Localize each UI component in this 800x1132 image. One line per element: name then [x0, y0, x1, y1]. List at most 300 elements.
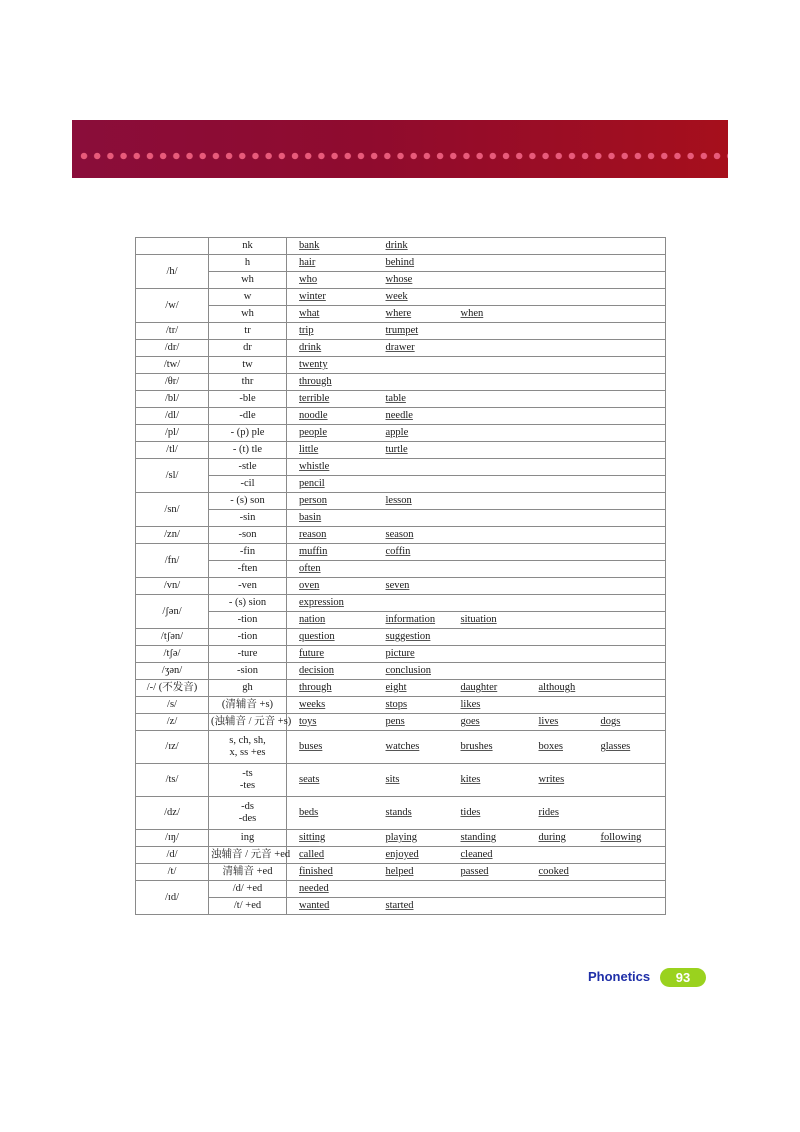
example-word: rides	[538, 807, 559, 818]
example-word-cell	[589, 663, 666, 680]
table-row	[136, 731, 666, 764]
example-word: when	[460, 308, 484, 319]
example-word-cell	[374, 629, 449, 646]
example-word-cell	[287, 714, 374, 731]
example-word-cell	[527, 510, 589, 527]
example-word: behind	[385, 257, 415, 268]
spelling-pattern-cell: 清辅音 +ed	[209, 864, 287, 881]
example-word-cell	[287, 391, 374, 408]
example-word-cell	[589, 714, 666, 731]
ipa-symbol-cell: /dr/	[136, 340, 209, 357]
example-word: seven	[385, 580, 410, 591]
example-word: season	[385, 529, 414, 540]
ipa-symbol-cell: /tʃə/	[136, 646, 209, 663]
table-row	[136, 374, 666, 391]
spelling-pattern-cell: -tion	[209, 629, 287, 646]
example-word-cell	[449, 289, 527, 306]
example-word-cell	[527, 629, 589, 646]
example-word-cell	[449, 595, 527, 612]
table-row	[136, 663, 666, 680]
example-word: oven	[299, 580, 320, 591]
example-word: dogs	[600, 716, 621, 727]
ipa-symbol-cell: /w/	[136, 289, 209, 323]
example-word-cell	[589, 595, 666, 612]
example-word-cell	[374, 289, 449, 306]
ipa-symbol-cell: /ɪd/	[136, 881, 209, 915]
spelling-pattern-cell: (浊辅音 / 元音 +s)	[209, 714, 287, 731]
example-word-cell	[589, 255, 666, 272]
example-word-cell	[449, 830, 527, 847]
example-word-cell	[589, 374, 666, 391]
example-word-cell	[374, 340, 449, 357]
example-word-cell	[449, 493, 527, 510]
example-word-cell	[527, 527, 589, 544]
example-word-cell	[527, 340, 589, 357]
example-word: started	[385, 900, 414, 911]
example-word-cell	[527, 493, 589, 510]
example-word-cell	[527, 561, 589, 578]
example-word-cell	[287, 476, 374, 493]
ipa-symbol-cell: /tr/	[136, 323, 209, 340]
example-word-cell	[374, 459, 449, 476]
spelling-pattern-cell: -ven	[209, 578, 287, 595]
spelling-pattern-cell: w	[209, 289, 287, 306]
example-word-cell	[449, 425, 527, 442]
table-row	[136, 459, 666, 476]
example-word-cell	[287, 612, 374, 629]
example-word-cell	[374, 864, 449, 881]
example-word-cell	[589, 289, 666, 306]
example-word-cell	[374, 272, 449, 289]
example-word: stops	[385, 699, 408, 710]
example-word-cell	[287, 561, 374, 578]
example-word: tides	[460, 807, 481, 818]
spelling-line: s, ch, sh,	[229, 735, 266, 746]
example-word-cell	[589, 510, 666, 527]
example-word: sits	[385, 774, 400, 785]
example-word-cell	[449, 680, 527, 697]
example-word-cell	[449, 561, 527, 578]
example-word-cell	[589, 425, 666, 442]
ipa-symbol-cell: /pl/	[136, 425, 209, 442]
example-word-cell	[527, 714, 589, 731]
example-word-cell	[287, 374, 374, 391]
spelling-pattern-cell: /d/ +ed	[209, 881, 287, 898]
example-word-cell	[589, 578, 666, 595]
example-word: standing	[460, 832, 497, 843]
table-row	[136, 306, 666, 323]
example-word: bank	[299, 240, 320, 251]
table-row	[136, 646, 666, 663]
example-word-cell	[527, 442, 589, 459]
banner-dot-row	[80, 152, 728, 160]
ipa-symbol-cell: /dz/	[136, 797, 209, 830]
example-word-cell	[527, 255, 589, 272]
example-word-cell	[589, 797, 666, 830]
example-word: basin	[299, 512, 322, 523]
page-number-badge: 93	[660, 968, 706, 987]
example-word: apple	[385, 427, 409, 438]
ipa-symbol-cell: /s/	[136, 697, 209, 714]
page-footer	[588, 967, 718, 989]
example-word: week	[385, 291, 408, 302]
example-word-cell	[449, 238, 527, 255]
example-word-cell	[589, 272, 666, 289]
table-row	[136, 323, 666, 340]
example-word: little	[299, 444, 319, 455]
example-word: table	[385, 393, 406, 404]
example-word: twenty	[299, 359, 328, 370]
example-word-cell	[449, 442, 527, 459]
example-word-cell	[374, 527, 449, 544]
example-word-cell	[527, 697, 589, 714]
example-word-cell	[527, 289, 589, 306]
example-word-cell	[287, 544, 374, 561]
example-word: sitting	[299, 832, 326, 843]
example-word-cell	[449, 764, 527, 797]
example-word: boxes	[538, 741, 563, 752]
example-word-cell	[589, 898, 666, 915]
example-word-cell	[374, 306, 449, 323]
example-word-cell	[287, 595, 374, 612]
example-word-cell	[589, 697, 666, 714]
example-word-cell	[287, 340, 374, 357]
example-word-cell	[374, 731, 449, 764]
spelling-pattern-cell: tw	[209, 357, 287, 374]
example-word-cell	[374, 255, 449, 272]
example-word-cell	[589, 612, 666, 629]
spelling-pattern-cell: -ture	[209, 646, 287, 663]
example-word: weeks	[299, 699, 326, 710]
example-word: called	[299, 849, 325, 860]
ipa-symbol-cell: /tl/	[136, 442, 209, 459]
example-word: toys	[299, 716, 317, 727]
table-row	[136, 510, 666, 527]
example-word: cooked	[538, 866, 569, 877]
example-word-cell	[527, 425, 589, 442]
example-word-cell	[449, 272, 527, 289]
example-word: coffin	[385, 546, 411, 557]
example-word-cell	[374, 714, 449, 731]
table-row	[136, 272, 666, 289]
example-word-cell	[449, 510, 527, 527]
example-word: trip	[299, 325, 314, 336]
example-word: needle	[385, 410, 413, 421]
example-word: whose	[385, 274, 413, 285]
example-word-cell	[287, 881, 374, 898]
table-row	[136, 357, 666, 374]
example-word: although	[538, 682, 576, 693]
example-word-cell	[527, 847, 589, 864]
example-word-cell	[589, 544, 666, 561]
example-word-cell	[287, 459, 374, 476]
example-word: trumpet	[385, 325, 419, 336]
example-word-cell	[527, 646, 589, 663]
example-word: likes	[460, 699, 481, 710]
spelling-pattern-cell: -sin	[209, 510, 287, 527]
example-word-cell	[287, 680, 374, 697]
example-word-cell	[287, 898, 374, 915]
example-word-cell	[449, 459, 527, 476]
example-word-cell	[449, 544, 527, 561]
example-word-cell	[449, 881, 527, 898]
example-word-cell	[527, 731, 589, 764]
example-word-cell	[449, 714, 527, 731]
example-word-cell	[589, 493, 666, 510]
example-word-cell	[374, 561, 449, 578]
example-word-cell	[589, 408, 666, 425]
spelling-pattern-cell: wh	[209, 306, 287, 323]
example-word: following	[600, 832, 642, 843]
example-word-cell	[374, 544, 449, 561]
example-word-cell	[449, 476, 527, 493]
table-row	[136, 527, 666, 544]
example-word-cell	[449, 663, 527, 680]
example-word-cell	[589, 476, 666, 493]
spelling-pattern-cell: (清辅音 +s)	[209, 697, 287, 714]
spelling-pattern-cell: -stle	[209, 459, 287, 476]
example-word-cell	[527, 680, 589, 697]
example-word-cell	[527, 797, 589, 830]
ipa-symbol-cell: /sl/	[136, 459, 209, 493]
example-word: person	[299, 495, 327, 506]
example-word-cell	[374, 646, 449, 663]
spelling-pattern-cell: -ften	[209, 561, 287, 578]
example-word-cell	[589, 731, 666, 764]
example-word-cell	[589, 238, 666, 255]
example-word-cell	[287, 408, 374, 425]
example-word-cell	[589, 340, 666, 357]
example-word: through	[299, 682, 332, 693]
example-word-cell	[287, 847, 374, 864]
ipa-symbol-cell: /bl/	[136, 391, 209, 408]
example-word: buses	[299, 741, 323, 752]
table-row	[136, 680, 666, 697]
example-word: information	[385, 614, 436, 625]
example-word: lives	[538, 716, 559, 727]
example-word-cell	[287, 306, 374, 323]
example-word-cell	[449, 374, 527, 391]
example-word-cell	[374, 238, 449, 255]
ipa-symbol-cell: /ʃən/	[136, 595, 209, 629]
example-word-cell	[589, 864, 666, 881]
example-word-cell	[449, 527, 527, 544]
spelling-pattern-cell: -fin	[209, 544, 287, 561]
table-row	[136, 408, 666, 425]
spelling-pattern-cell	[209, 764, 287, 797]
example-word: pencil	[299, 478, 325, 489]
example-word-cell	[527, 272, 589, 289]
example-word-cell	[589, 306, 666, 323]
example-word-cell	[374, 493, 449, 510]
table-row	[136, 289, 666, 306]
example-word-cell	[287, 578, 374, 595]
example-word-cell	[527, 306, 589, 323]
example-word-cell	[287, 357, 374, 374]
example-word-cell	[527, 238, 589, 255]
spelling-pattern-cell: - (s) son	[209, 493, 287, 510]
phonetics-table	[135, 237, 666, 915]
example-word-cell	[449, 306, 527, 323]
example-word-cell	[374, 510, 449, 527]
spelling-pattern-cell: wh	[209, 272, 287, 289]
example-word-cell	[374, 680, 449, 697]
spelling-pattern-cell: 浊辅音 / 元音 +ed	[209, 847, 287, 864]
ipa-symbol-cell: /z/	[136, 714, 209, 731]
spelling-pattern-cell: dr	[209, 340, 287, 357]
example-word: turtle	[385, 444, 408, 455]
section-label: Phonetics	[588, 969, 651, 984]
ipa-symbol-cell: /dl/	[136, 408, 209, 425]
example-word: finished	[299, 866, 333, 877]
example-word-cell	[287, 663, 374, 680]
ipa-symbol-cell: /fn/	[136, 544, 209, 578]
ipa-symbol-cell: /ɪŋ/	[136, 830, 209, 847]
example-word-cell	[527, 881, 589, 898]
example-word: seats	[299, 774, 320, 785]
example-word: drawer	[385, 342, 415, 353]
example-word: nation	[299, 614, 326, 625]
example-word: during	[538, 832, 566, 843]
example-word-cell	[287, 272, 374, 289]
example-word-cell	[449, 898, 527, 915]
example-word-cell	[374, 391, 449, 408]
example-word-cell	[527, 374, 589, 391]
table-row	[136, 595, 666, 612]
example-word: where	[385, 308, 412, 319]
ipa-symbol-cell: /t/	[136, 864, 209, 881]
example-word-cell	[589, 881, 666, 898]
table-row	[136, 830, 666, 847]
example-word-cell	[287, 323, 374, 340]
example-word: eight	[385, 682, 407, 693]
example-word-cell	[527, 357, 589, 374]
ipa-symbol-cell: /-/ (不发音)	[136, 680, 209, 697]
example-word-cell	[287, 629, 374, 646]
example-word-cell	[287, 646, 374, 663]
example-word: passed	[460, 866, 489, 877]
example-word-cell	[449, 612, 527, 629]
example-word-cell	[374, 578, 449, 595]
example-word-cell	[287, 425, 374, 442]
spelling-pattern-cell: -dle	[209, 408, 287, 425]
spelling-pattern-cell: -son	[209, 527, 287, 544]
example-word-cell	[589, 442, 666, 459]
example-word: cleaned	[460, 849, 493, 860]
example-word: beds	[299, 807, 319, 818]
example-word-cell	[589, 391, 666, 408]
example-word: who	[299, 274, 318, 285]
example-word-cell	[527, 864, 589, 881]
example-word: through	[299, 376, 332, 387]
example-word-cell	[287, 797, 374, 830]
example-word: noodle	[299, 410, 328, 421]
ipa-symbol-cell: /vn/	[136, 578, 209, 595]
spelling-pattern-cell: -sion	[209, 663, 287, 680]
ipa-symbol-cell: /tʃən/	[136, 629, 209, 646]
ipa-symbol-cell: /sn/	[136, 493, 209, 527]
example-word-cell	[374, 697, 449, 714]
table-row	[136, 847, 666, 864]
spelling-pattern-cell: -cil	[209, 476, 287, 493]
example-word-cell	[527, 408, 589, 425]
spelling-pattern-cell: /t/ +ed	[209, 898, 287, 915]
example-word: terrible	[299, 393, 330, 404]
example-word-cell	[374, 476, 449, 493]
ipa-symbol-cell: /ts/	[136, 764, 209, 797]
example-word: question	[299, 631, 335, 642]
example-word-cell	[287, 527, 374, 544]
example-word: stands	[385, 807, 412, 818]
example-word-cell	[287, 864, 374, 881]
example-word: decision	[299, 665, 334, 676]
ipa-symbol-cell: /ɪz/	[136, 731, 209, 764]
spelling-pattern-cell: -tion	[209, 612, 287, 629]
example-word-cell	[374, 442, 449, 459]
table-row	[136, 612, 666, 629]
example-word: muffin	[299, 546, 328, 557]
example-word-cell	[589, 561, 666, 578]
example-word-cell	[287, 510, 374, 527]
table-row	[136, 425, 666, 442]
example-word-cell	[374, 357, 449, 374]
ipa-symbol-cell: /h/	[136, 255, 209, 289]
example-word: needed	[299, 883, 329, 894]
example-word-cell	[374, 663, 449, 680]
example-word: goes	[460, 716, 480, 727]
example-word-cell	[527, 898, 589, 915]
example-word-cell	[449, 646, 527, 663]
spelling-pattern-cell: ing	[209, 830, 287, 847]
spelling-line: x, ss +es	[229, 747, 266, 758]
table-row	[136, 898, 666, 915]
example-word-cell	[589, 357, 666, 374]
example-word-cell	[374, 830, 449, 847]
example-word-cell	[589, 527, 666, 544]
example-word-cell	[589, 830, 666, 847]
ipa-symbol-cell: /tw/	[136, 357, 209, 374]
spelling-pattern-cell: thr	[209, 374, 287, 391]
table-row	[136, 255, 666, 272]
example-word-cell	[374, 425, 449, 442]
example-word-cell	[527, 391, 589, 408]
example-word-cell	[527, 830, 589, 847]
spelling-line: -tes	[239, 780, 256, 791]
table-row	[136, 544, 666, 561]
table-row	[136, 561, 666, 578]
example-word-cell	[449, 697, 527, 714]
example-word-cell	[527, 663, 589, 680]
spelling-pattern-cell: - (t) tle	[209, 442, 287, 459]
ipa-symbol-cell: /θr/	[136, 374, 209, 391]
example-word-cell	[527, 612, 589, 629]
table-row	[136, 391, 666, 408]
spelling-line: -des	[238, 813, 257, 824]
example-word-cell	[527, 323, 589, 340]
table-row	[136, 340, 666, 357]
example-word-cell	[374, 881, 449, 898]
example-word: future	[299, 648, 325, 659]
spelling-pattern-cell: - (p) ple	[209, 425, 287, 442]
ipa-symbol-cell: /zn/	[136, 527, 209, 544]
example-word-cell	[287, 764, 374, 797]
example-word-cell	[374, 797, 449, 830]
example-word: what	[299, 308, 320, 319]
table-row	[136, 864, 666, 881]
example-word-cell	[449, 864, 527, 881]
example-word-cell	[589, 764, 666, 797]
example-word: drink	[385, 240, 408, 251]
